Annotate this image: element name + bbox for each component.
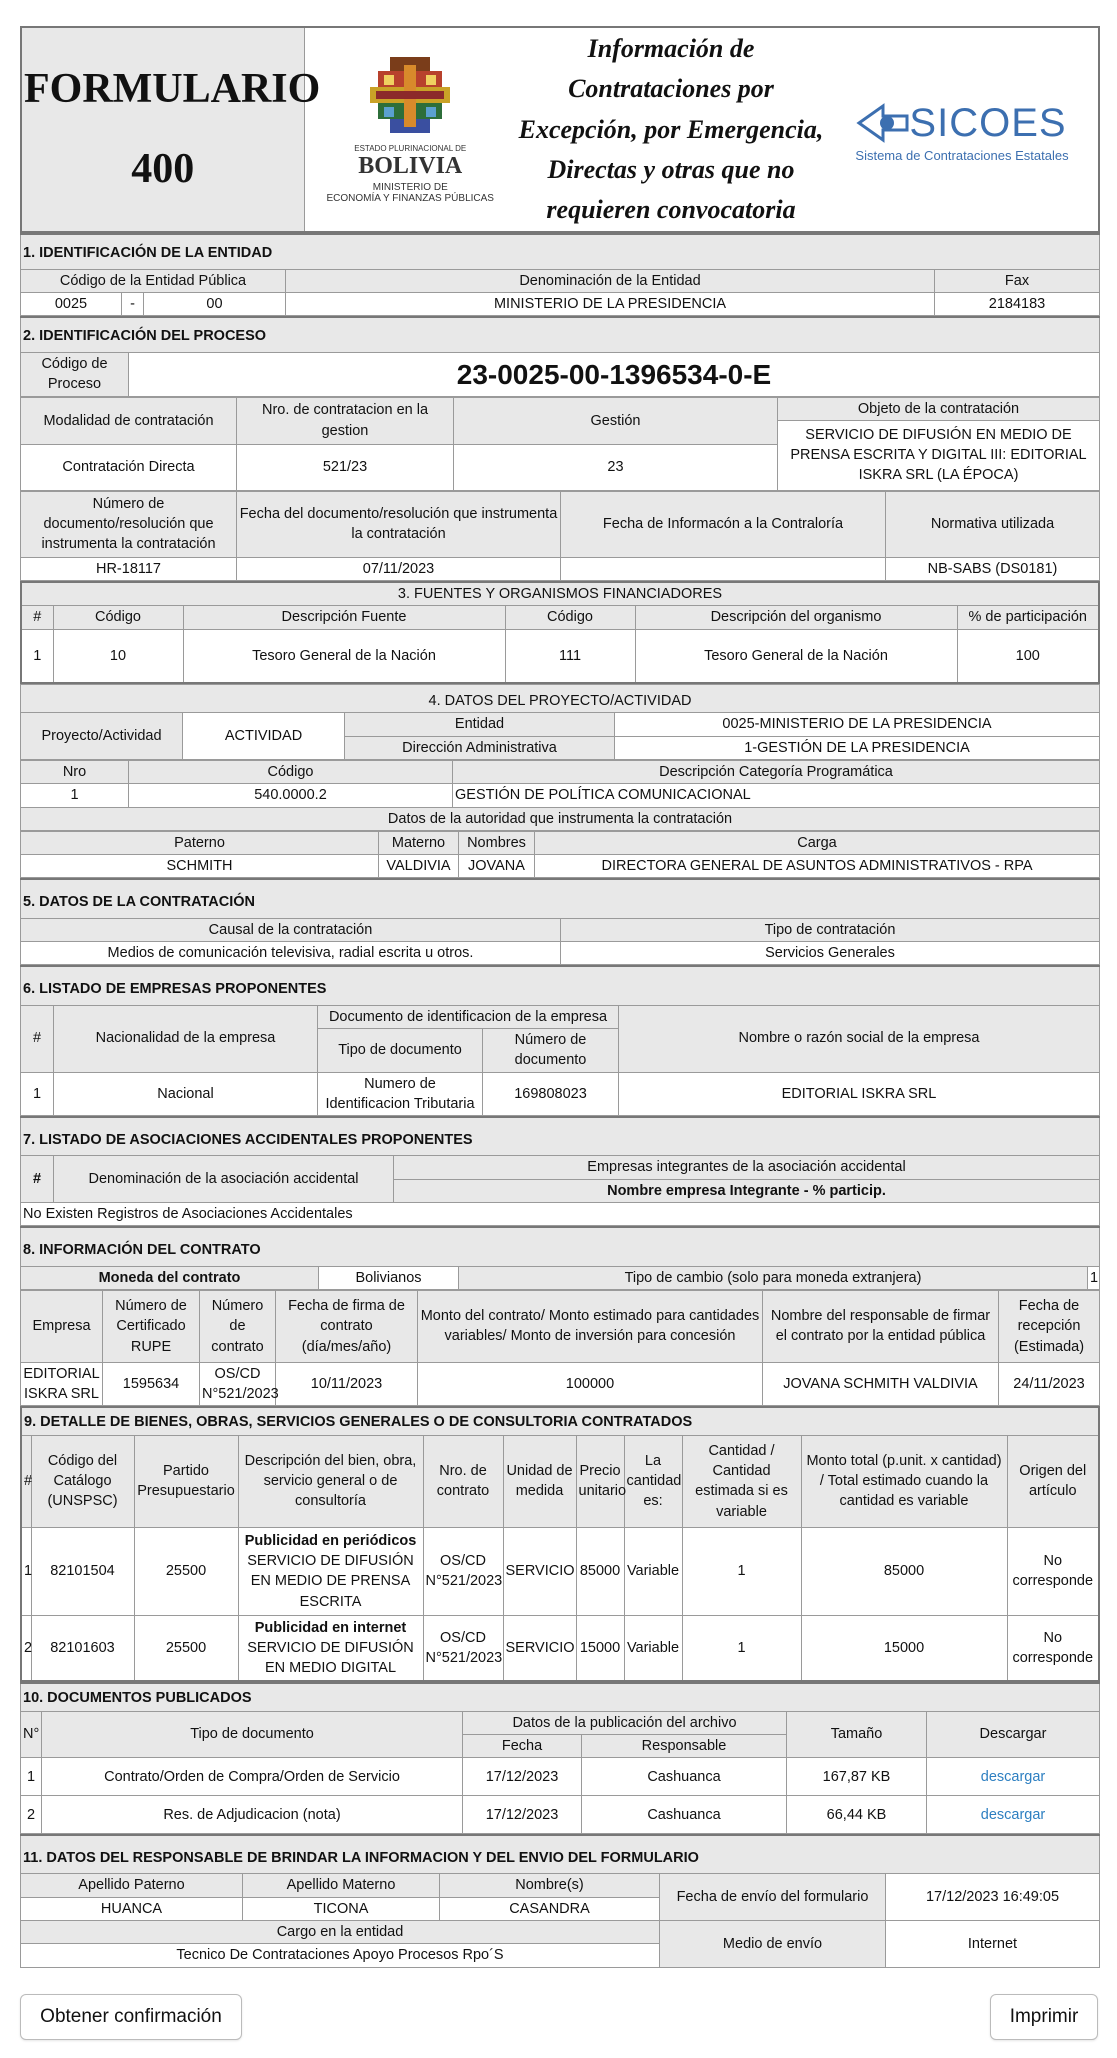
sicoes-subtitle: Sistema de Contrataciones Estatales <box>855 147 1069 163</box>
section-10-documentos <box>20 1682 1100 1834</box>
codigo-proceso: 23-0025-00-1396534-0-E <box>129 352 1100 396</box>
form-header <box>20 26 1100 233</box>
section-4-autoridad <box>20 831 1100 879</box>
section-9-detalle-bienes <box>20 1406 1100 1682</box>
autoridad-carga: DIRECTORA GENERAL DE ASUNTOS ADMINISTRATIVOS - RPA <box>535 855 1100 878</box>
section-11-title: 11. DATOS DEL RESPONSABLE DE BRINDAR LA INFORMACION Y DEL ENVIO DEL FORMULARIO <box>21 1835 1100 1874</box>
header-nombre-integrante: Nombre empresa Integrante - % particip. <box>394 1179 1100 1202</box>
section-2-modalidad <box>20 397 1100 491</box>
header-fecha-envio: Fecha de envío del formulario <box>660 1874 886 1921</box>
gestion-value: 23 <box>454 444 778 490</box>
header-nro-contratacion: Nro. de contratacion en la gestion <box>237 397 454 444</box>
header-nro-contrato: Nro. de contrato <box>423 1435 503 1527</box>
cargo-value: Tecnico De Contrataciones Apoyo Procesos Rpo´S <box>21 1944 660 1967</box>
obtener-confirmacion-button[interactable]: Obtener confirmación <box>20 1994 242 2040</box>
fecha-envio-value: 17/12/2023 16:49:05 <box>886 1874 1100 1921</box>
header-datos-publicacion: Datos de la publicación del archivo <box>463 1711 787 1734</box>
header-descripcion-bien: Descripción del bien, obra, servicio general o de consultoría <box>238 1435 423 1527</box>
codigo-categoria: 540.0000.2 <box>129 784 453 807</box>
fax-value: 2184183 <box>935 293 1100 316</box>
descripcion-categoria: GESTIÓN DE POLÍTICA COMUNICACIONAL <box>453 784 1100 807</box>
table-row: EDITORIAL ISKRA SRL 1595634 OS/CD N°521/2023 10/11/2023 100000 JOVANA SCHMITH VALDIVIA 24/11/2023 <box>21 1362 1100 1406</box>
header-apellido-paterno: Apellido Paterno <box>21 1874 243 1897</box>
direccion-value: 1-GESTIÓN DE LA PRESIDENCIA <box>615 736 1100 759</box>
autoridad-title: Datos de la autoridad que instrumenta la contratación <box>21 807 1100 830</box>
header-cantidad-es: La cantidad es: <box>624 1435 682 1527</box>
codigo-entidad-1: 0025 <box>21 293 122 316</box>
header-normativa: Normativa utilizada <box>886 491 1100 557</box>
header-fecha-contraloria: Fecha de Informacón a la Contraloría <box>561 491 886 557</box>
table-row: 1 Nacional Numero de Identificacion Tributaria 169808023 EDITORIAL ISKRA SRL <box>21 1072 1100 1116</box>
section-3-title: 3. FUENTES Y ORGANISMOS FINANCIADORES <box>21 582 1099 606</box>
header-doc-identificacion: Documento de identificacion de la empresa <box>318 1005 619 1028</box>
section-5-contratacion <box>20 878 1100 965</box>
codigo-entidad-2: 00 <box>144 293 286 316</box>
header-nombres-responsable: Nombre(s) <box>440 1874 660 1897</box>
section-11-responsable <box>20 1834 1100 1967</box>
header-certificado-rupe: Número de Certificado RUPE <box>103 1290 200 1362</box>
header-causal: Causal de la contratación <box>21 918 561 941</box>
imprimir-button[interactable]: Imprimir <box>990 1994 1098 2040</box>
section-2-title: 2. IDENTIFICACIÓN DEL PROCESO <box>21 317 1100 352</box>
header-num: # <box>21 606 53 629</box>
causal-value: Medios de comunicación televisiva, radial escrita u otros. <box>21 942 561 965</box>
section-8-contrato <box>20 1226 1100 1290</box>
header-cantidad: Cantidad / Cantidad estimada si es variable <box>682 1435 801 1527</box>
header-fax: Fax <box>935 269 1100 292</box>
header-paterno: Paterno <box>21 831 379 854</box>
modalidad-value: Contratación Directa <box>21 444 237 490</box>
header-fecha-recepcion: Fecha de recepción (Estimada) <box>999 1290 1100 1362</box>
fecha-documento: 07/11/2023 <box>237 557 561 580</box>
sicoes-logo-cell <box>826 27 1099 232</box>
header-medio-envio: Medio de envío <box>660 1921 886 1968</box>
objeto-contratacion: SERVICIO DE DIFUSIÓN EN MEDIO DE PRENSA ESCRITA Y DIGITAL III: EDITORIAL ISKRA SRL (LA ÉPOCA) <box>778 420 1100 490</box>
section-7-title: 7. LISTADO DE ASOCIACIONES ACCIDENTALES PROPONENTES <box>21 1117 1100 1156</box>
tipo-cambio-value: 1 <box>1088 1266 1100 1289</box>
formulario-400 <box>20 26 1100 1968</box>
header-tipo-cambio: Tipo de cambio (solo para moneda extranjera) <box>459 1266 1088 1289</box>
tipo-contratacion-value: Servicios Generales <box>561 942 1100 965</box>
form-info-title-cell <box>516 27 826 232</box>
section-10-title: 10. DOCUMENTOS PUBLICADOS <box>21 1683 1100 1711</box>
header-descripcion-fuente: Descripción Fuente <box>183 606 505 629</box>
header-num-empresa: # <box>21 1005 54 1072</box>
nro-categoria: 1 <box>21 784 129 807</box>
header-denominacion-entidad: Denominación de la Entidad <box>286 269 935 292</box>
header-numero-documento-empresa: Número de documento <box>483 1028 619 1072</box>
header-num-item: # <box>21 1435 31 1527</box>
header-descargar: Descargar <box>927 1711 1100 1758</box>
escudo-text: ESTADO PLURINACIONAL DE BOLIVIA MINISTERIO DE ECONOMÍA Y FINANZAS PÚBLICAS <box>326 144 494 205</box>
header-responsable-pub: Responsable <box>582 1734 787 1757</box>
descargar-link[interactable]: descargar <box>980 1768 1046 1785</box>
asociaciones-empty: No Existen Registros de Asociaciones Accidentales <box>21 1203 1100 1226</box>
autoridad-nombres: JOVANA <box>459 855 535 878</box>
header-responsable-firma: Nombre del responsable de firmar el contrato por la entidad pública <box>763 1290 999 1362</box>
section-2-proceso <box>20 316 1100 396</box>
section-6-title: 6. LISTADO DE EMPRESAS PROPONENTES <box>21 966 1100 1005</box>
header-partida: Partido Presupuestario <box>134 1435 238 1527</box>
codigo-entidad-dash: - <box>122 293 144 316</box>
header-nro-categoria: Nro <box>21 760 129 783</box>
moneda-value: Bolivianos <box>319 1266 459 1289</box>
section-4-categoria <box>20 760 1100 831</box>
autoridad-paterno: SCHMITH <box>21 855 379 878</box>
section-1-title: 1. IDENTIFICACIÓN DE LA ENTIDAD <box>21 234 1100 269</box>
header-tamano: Tamaño <box>787 1711 927 1758</box>
form-title-cell <box>21 27 321 232</box>
entidad-value: 0025-MINISTERIO DE LA PRESIDENCIA <box>615 713 1100 736</box>
header-descripcion-categoria: Descripción Categoría Programática <box>453 760 1100 783</box>
header-entidad: Entidad <box>345 713 615 736</box>
section-9-title: 9. DETALLE DE BIENES, OBRAS, SERVICIOS GENERALES O DE CONSULTORIA CONTRATADOS <box>21 1407 1099 1435</box>
section-8-detalle <box>20 1290 1100 1407</box>
sicoes-logo-icon <box>857 102 909 144</box>
section-5-title: 5. DATOS DE LA CONTRATACIÓN <box>21 879 1100 918</box>
header-origen: Origen del artículo <box>1007 1435 1099 1527</box>
form-info-title: Información de Contrataciones por Excepción, por Emergencia, Directas y otras que no requieren convocatoria <box>518 34 824 225</box>
header-monto-contrato: Monto del contrato/ Monto estimado para cantidades variables/ Monto de inversión para concesión <box>418 1290 763 1362</box>
section-3-fuentes <box>20 581 1100 684</box>
header-empresa-contrato: Empresa <box>21 1290 103 1362</box>
table-row: 1 Contrato/Orden de Compra/Orden de Servicio 17/12/2023 Cashuanca 167,87 KB descargar <box>21 1758 1100 1796</box>
header-empresas-integrantes: Empresas integrantes de la asociación accidental <box>394 1156 1100 1179</box>
header-nombre-empresa: Nombre o razón social de la empresa <box>619 1005 1100 1072</box>
header-codigo-fuente: Código <box>53 606 183 629</box>
nro-contratacion-value: 521/23 <box>237 444 454 490</box>
header-gestion: Gestión <box>454 397 778 444</box>
header-codigo-catalogo: Código del Catálogo (UNSPSC) <box>31 1435 134 1527</box>
descargar-link[interactable]: descargar <box>980 1806 1046 1823</box>
header-moneda: Moneda del contrato <box>21 1266 319 1289</box>
section-6-empresas <box>20 965 1100 1116</box>
normativa-utilizada: NB-SABS (DS0181) <box>886 557 1100 580</box>
section-4-title: 4. DATOS DEL PROYECTO/ACTIVIDAD <box>21 685 1100 713</box>
section-8-title: 8. INFORMACIÓN DEL CONTRATO <box>21 1227 1100 1266</box>
header-descripcion-organismo: Descripción del organismo <box>635 606 957 629</box>
apellido-materno-value: TICONA <box>243 1897 440 1920</box>
section-2-documento <box>20 491 1100 581</box>
header-apellido-materno: Apellido Materno <box>243 1874 440 1897</box>
autoridad-materno: VALDIVIA <box>379 855 459 878</box>
header-direccion: Dirección Administrativa <box>345 736 615 759</box>
section-4-proyecto <box>20 684 1100 760</box>
nombres-responsable-value: CASANDRA <box>440 1897 660 1920</box>
header-tipo-contratacion: Tipo de contratación <box>561 918 1100 941</box>
header-fecha-documento: Fecha del documento/resolución que instrumenta la contratación <box>237 491 561 557</box>
header-codigo-proceso: Código de Proceso <box>21 352 129 396</box>
header-numero-contrato: Número de contrato <box>200 1290 276 1362</box>
header-denominacion-asociacion: Denominación de la asociación accidental <box>54 1156 394 1203</box>
sicoes-logo: SICOES <box>828 95 1096 151</box>
header-num-documento: N° <box>21 1711 42 1758</box>
medio-envio-value: Internet <box>886 1921 1100 1968</box>
numero-documento: HR-18117 <box>21 557 237 580</box>
header-fecha-firma: Fecha de firma de contrato (día/mes/año) <box>276 1290 418 1362</box>
header-modalidad: Modalidad de contratación <box>21 397 237 444</box>
header-fecha-pub: Fecha <box>463 1734 582 1757</box>
header-carga: Carga <box>535 831 1100 854</box>
header-precio: Precio unitario <box>576 1435 624 1527</box>
header-tipo-documento: Tipo de documento <box>318 1028 483 1072</box>
header-nombres: Nombres <box>459 831 535 854</box>
escudo-bolivia-icon <box>364 55 456 137</box>
section-1-entidad <box>20 233 1100 316</box>
header-codigo-categoria: Código <box>129 760 453 783</box>
apellido-paterno-value: HUANCA <box>21 1897 243 1920</box>
table-row: 2 Res. de Adjudicacion (nota) 17/12/2023 Cashuanca 66,44 KB descargar <box>21 1796 1100 1834</box>
form-title: FORMULARIO 400 <box>24 65 321 192</box>
header-codigo-organismo: Código <box>505 606 635 629</box>
header-num-asociacion: # <box>21 1156 54 1203</box>
fecha-contraloria <box>561 557 886 580</box>
header-numero-documento: Número de documento/resolución que instrumenta la contratación <box>21 491 237 557</box>
header-materno: Materno <box>379 831 459 854</box>
proyecto-value: ACTIVIDAD <box>183 713 345 760</box>
section-7-asociaciones <box>20 1116 1100 1226</box>
table-row: 1 10 Tesoro General de la Nación 111 Tesoro General de la Nación 100 <box>21 629 1099 683</box>
header-cargo: Cargo en la entidad <box>21 1921 660 1944</box>
table-row: 1 82101504 25500 Publicidad en periódicos SERVICIO DE DIFUSIÓN EN MEDIO DE PRENSA ESCRITA OS/CD N°521/2023 SERVICIO 85000 Variable 1 85000 No corresponde <box>21 1527 1099 1615</box>
header-codigo-entidad: Código de la Entidad Pública <box>21 269 286 292</box>
denominacion-entidad: MINISTERIO DE LA PRESIDENCIA <box>286 293 935 316</box>
header-objeto: Objeto de la contratación <box>778 397 1100 420</box>
table-row: 2 82101603 25500 Publicidad en internet SERVICIO DE DIFUSIÓN EN MEDIO DIGITAL OS/CD N°521/2023 SERVICIO 15000 Variable 1 15000 No corresponde <box>21 1615 1099 1681</box>
header-participacion: % de participación <box>957 606 1099 629</box>
escudo-cell <box>304 27 516 232</box>
header-monto-total: Monto total (p.unit. x cantidad) / Total estimado cuando la cantidad es variable <box>801 1435 1007 1527</box>
header-proyecto: Proyecto/Actividad <box>21 713 183 760</box>
header-nacionalidad: Nacionalidad de la empresa <box>54 1005 318 1072</box>
header-unidad: Unidad de medida <box>503 1435 576 1527</box>
header-tipo-documento-pub: Tipo de documento <box>42 1711 463 1758</box>
